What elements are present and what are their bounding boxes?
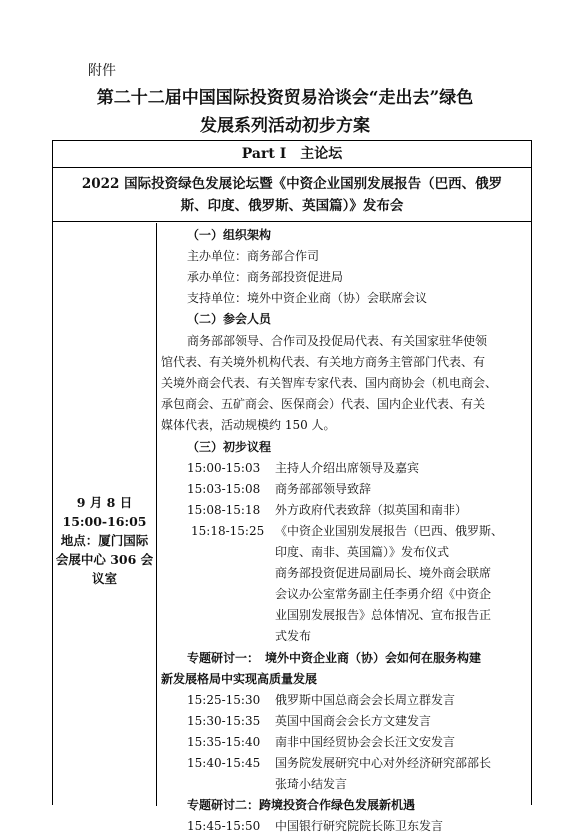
time-place-text — [53, 493, 156, 588]
event-place-line2: 会展中心 306 会 — [55, 552, 154, 567]
org-host: 主办单位：商务部合作司 — [187, 249, 320, 263]
agenda-table — [52, 140, 532, 833]
agenda-item-time: 15:03-15:08 — [187, 482, 261, 496]
time-place-cell — [53, 223, 157, 806]
topic1-item-desc-cont: 张琦小结发言 — [275, 777, 348, 791]
page-title-line1: 第二十二届中国国际投资贸易洽谈会“走出去”绿色 — [96, 88, 474, 108]
topic1-item-time: 15:35-15:40 — [187, 735, 261, 749]
topic1-item-desc: 南非中国经贸协会会长汪文安发言 — [275, 735, 456, 749]
page-title-line2: 发展系列活动初步方案 — [200, 116, 370, 136]
agenda-item-time: 15:18-15:25 — [191, 524, 265, 538]
topic2-item-desc: 中国银行研究院院长陈卫东发言 — [275, 819, 444, 833]
agenda-item-time: 15:00-15:03 — [187, 461, 261, 475]
participants-line: 馆代表、有关境外机构代表、有关地方商务主管部门代表、有 — [161, 355, 486, 369]
participants-line: 媒体代表，活动规模约 150 人。 — [161, 418, 336, 432]
event-date: 9 月 8 日 — [76, 495, 133, 510]
attachment-label: 附件 — [88, 63, 116, 79]
org-supporter: 支持单位：境外中资企业商（协）会联席会议 — [187, 291, 428, 305]
participants-line: 承包商会、五矿商会、医保商会）代表、国内企业代表、有关 — [161, 397, 486, 411]
participants-line: 关境外商会代表、有关智库专家代表、国内商协会（机电商会、 — [161, 376, 498, 390]
forum-title — [53, 168, 531, 222]
agenda-heading: （三）初步议程 — [187, 440, 272, 454]
part-header: Part I 主论坛 — [53, 141, 531, 168]
topic1-item-time: 15:30-15:35 — [187, 714, 261, 728]
org-organizer: 承办单位：商务部投资促进局 — [187, 270, 344, 284]
topic2-heading: 专题研讨二：跨境投资合作绿色发展新机遇 — [187, 798, 416, 812]
report-line: 业国别发展报告》总体情况、宣布报告正 — [275, 608, 492, 622]
event-time: 15:00-16:05 — [62, 514, 147, 529]
event-place-line3: 议室 — [91, 571, 117, 586]
forum-title-line2: 斯、印度、俄罗斯、英国篇）》发布会 — [180, 198, 404, 214]
participants-line: 商务部部领导、合作司及投促局代表、有关国家驻华使领 — [187, 334, 488, 348]
topic1-heading: 专题研讨一： 境外中资企业商（协）会如何在服务构建 — [187, 651, 482, 665]
details-cell — [157, 223, 531, 833]
agenda-item-desc: 商务部部领导致辞 — [275, 482, 372, 496]
participants-heading: （二）参会人员 — [187, 312, 272, 326]
agenda-item-desc: 《中资企业国别发展报告（巴西、俄罗斯、 — [275, 524, 504, 538]
report-line: 印度、南非、英国篇）》发布仪式 — [275, 545, 450, 559]
report-line: 式发布 — [275, 629, 312, 643]
topic1-heading-cont: 新发展格局中实现高质量发展 — [161, 672, 318, 686]
topic1-item-time: 15:25-15:30 — [187, 693, 261, 707]
report-line: 商务部投资促进局副局长、境外商会联席 — [275, 566, 492, 580]
topic2-item-time: 15:45-15:50 — [187, 819, 261, 833]
forum-title-line1: 2022 国际投资绿色发展论坛暨《中资企业国别发展报告（巴西、俄罗 — [81, 176, 503, 192]
topic1-item-desc: 俄罗斯中国总商会会长周立群发言 — [275, 693, 456, 707]
topic1-item-desc: 英国中国商会会长方文建发言 — [275, 714, 432, 728]
agenda-item-desc: 主持人介绍出席领导及嘉宾 — [275, 461, 420, 475]
event-place-line1: 地点：厦门国际 — [60, 533, 149, 548]
topic1-item-desc: 国务院发展研究中心对外经济研究部部长 — [275, 756, 492, 770]
topic1-item-time: 15:40-15:45 — [187, 756, 261, 770]
agenda-item-time: 15:08-15:18 — [187, 503, 261, 517]
agenda-item-desc: 外方政府代表致辞（拟英国和南非） — [275, 503, 468, 517]
report-line: 会议办公室常务副主任李勇介绍《中资企 — [275, 587, 492, 601]
org-heading: （一）组织架构 — [187, 228, 272, 242]
